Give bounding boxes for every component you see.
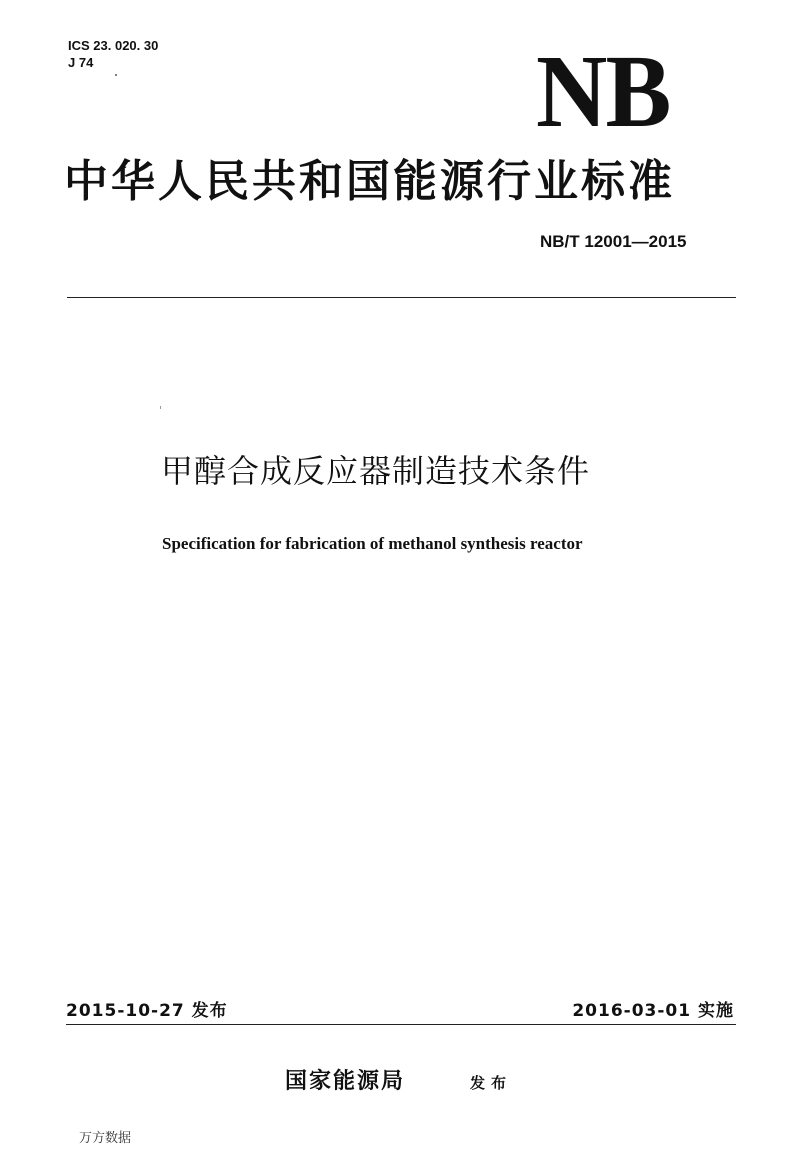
issue-date: 2015-10-27 发布 [66, 1001, 228, 1021]
implementation-date: 2016-03-01 实施 [572, 1001, 734, 1021]
organization-title: 中华人民共和国能源行业标准 [64, 156, 675, 207]
bottom-divider [66, 1024, 736, 1025]
print-speck [160, 406, 161, 409]
nb-logo: NB [536, 34, 670, 149]
watermark: 万方数据 [79, 1131, 132, 1146]
issuer-name: 国家能源局 [285, 1069, 406, 1094]
classification-code: J 74 [68, 55, 94, 70]
print-speck [115, 74, 117, 76]
standard-number: NB/T 12001—2015 [540, 232, 687, 251]
document-title-chinese: 甲醇合成反应器制造技术条件 [161, 452, 591, 490]
document-title-english: Specification for fabrication of methanol synthesis reactor [162, 534, 583, 553]
ics-code: ICS 23. 020. 30 [68, 38, 159, 53]
top-divider [67, 297, 736, 298]
issuer-action: 发布 [470, 1074, 513, 1092]
